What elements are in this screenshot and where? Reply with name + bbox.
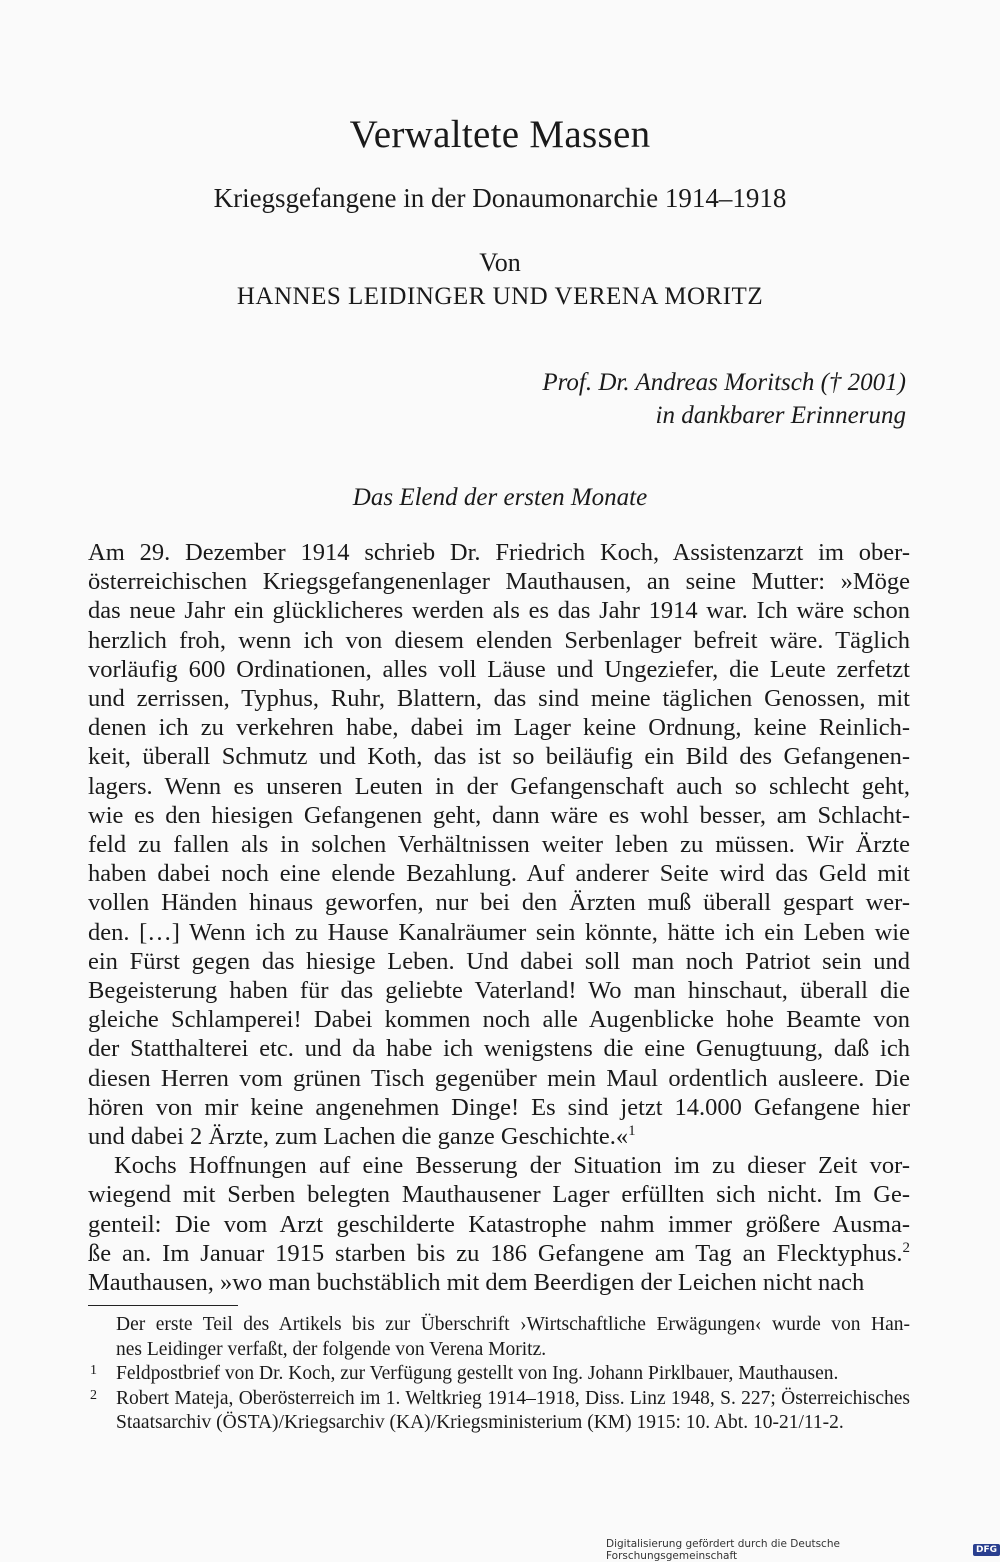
footnote-2 — [88, 1387, 910, 1436]
text-line-content: lagers. Wenn es unseren Leuten in der Gefangenschaft auch so schlecht geht, — [88, 772, 910, 800]
text-line-content: vorläufig 600 Ordinationen, alles voll Läuse und Ungeziefer, die Leute zerfetzt — [88, 655, 910, 683]
dedication-line: Prof. Dr. Andreas Moritsch († 2001) — [542, 369, 906, 396]
paragraph — [88, 1151, 910, 1297]
text-line — [88, 830, 910, 859]
text-line-content: Mauthausen, »wo man buchstäblich mit dem Beerdigen der Leichen nicht nach — [88, 1269, 865, 1297]
dedication-line: in dankbarer Erinnerung — [655, 402, 906, 429]
text-line — [88, 1064, 910, 1093]
text-line-content: diesen Herren vom grünen Tisch gegenüber mein Maul ordentlich ausleere. Die — [88, 1064, 910, 1092]
text-line-content: denen ich zu verkehren habe, dabei im Lager keine Ordnung, keine Reinlich- — [88, 714, 910, 742]
text-line-content: herzlich froh, wenn ich von diesem elenden Serbenlager befreit wäre. Täglich — [88, 626, 910, 654]
dfg-logo: DFG — [973, 1544, 1000, 1556]
text-line-content: wie es den hiesigen Gefangenen geht, dann wäre es wohl besser, am Schlacht- — [88, 801, 910, 829]
section-heading: Das Elend der ersten Monate — [352, 484, 648, 511]
text-line — [88, 684, 910, 713]
text-line — [88, 976, 910, 1005]
footnote-number: 1 — [90, 1363, 97, 1378]
text-line — [88, 626, 910, 655]
text-line-content: haben dabei noch eine elende Bezahlung. Auf anderer Seite wird das Geld mit — [88, 860, 910, 888]
text-line-content: und dabei 2 Ärzte, zum Lachen die ganze Geschichte.« — [88, 1123, 629, 1151]
text-line — [88, 1180, 910, 1209]
footnote-line: Feldpostbrief von Dr. Koch, zur Verfügung gestellt von Ing. Johann Pirklbauer, Mauthausen. — [116, 1363, 839, 1384]
text-line — [88, 742, 910, 771]
text-line — [88, 888, 910, 917]
byline: Von — [479, 248, 521, 277]
text-line — [88, 1093, 910, 1122]
footnote-line: Staatsarchiv (ÖSTA)/Kriegsarchiv (KA)/Kriegsministerium (KM) 1915: 10. Abt. 10-21/11-2. — [116, 1412, 844, 1433]
text-line — [88, 1210, 910, 1239]
text-line — [88, 567, 910, 596]
footnotes — [88, 1313, 910, 1436]
footnote-line: Der erste Teil des Artikels bis zur Überschrift ›Wirtschaftliche Erwägungen‹ wurde von Han- — [116, 1314, 910, 1335]
text-line-content: ße an. Im Januar 1915 starben bis zu 186 Gefangene am Tag an Flecktyphus. — [88, 1239, 903, 1267]
text-line-content: vollen Händen hinaus geworfen, nur bei den Ärzten muß überall gespart wer- — [88, 889, 910, 917]
text-line-content: das neue Jahr ein glücklicheres werden als es das Jahr 1914 war. Ich wäre schon — [88, 597, 910, 625]
paragraph — [88, 538, 910, 1151]
footnote-number: 2 — [90, 1387, 97, 1403]
text-line — [88, 1239, 910, 1268]
body-text — [88, 538, 910, 1297]
footnote-reference[interactable]: 2 — [902, 1239, 910, 1256]
text-line — [88, 1034, 910, 1063]
text-line-content: und zerrissen, Typhus, Ruhr, Blattern, das sind meine täglichen Genossen, mit — [88, 685, 910, 713]
footnote-line: Robert Mateja, Oberösterreich im 1. Weltkrieg 1914–1918, Diss. Linz 1948, S. 227; Österreichisches — [116, 1387, 910, 1409]
text-line — [88, 918, 910, 947]
footer-text: Digitalisierung gefördert durch die Deutsche Forschungsgemeinschaft — [606, 1537, 840, 1562]
digitization-footer — [606, 1537, 1000, 1562]
text-line — [88, 772, 910, 801]
text-line-content: feld zu fallen als in solchen Verhältnissen weiter leben zu müssen. Wir Ärzte — [88, 831, 910, 859]
text-line — [88, 596, 910, 625]
footnote-rule — [88, 1305, 238, 1306]
text-line-content: hören von mir keine angenehmen Dinge! Es sind jetzt 14.000 Gefangene hier — [88, 1093, 910, 1121]
text-line — [88, 859, 910, 888]
article-subtitle: Kriegsgefangene in der Donaumonarchie 1914–1918 — [213, 183, 787, 213]
text-line-content: Begeisterung haben für das geliebte Vaterland! Wo man hinschaut, überall die — [88, 977, 910, 1005]
text-line-content: wiegend mit Serben belegten Mauthausener Lager erfüllten sich nicht. Im Ge- — [88, 1181, 910, 1209]
text-line-content: genteil: Die vom Arzt geschilderte Katastrophe nahm immer größere Ausma- — [88, 1210, 910, 1238]
text-line — [88, 801, 910, 830]
text-line-content: keit, überall Schmutz und Koth, das ist so beiläufig ein Bild des Gefangenen- — [88, 743, 910, 771]
footnote-reference[interactable]: 1 — [628, 1123, 636, 1140]
text-line — [88, 713, 910, 742]
footnote-line: nes Leidinger verfaßt, der folgende von Verena Moritz. — [116, 1338, 547, 1360]
text-line — [88, 1005, 910, 1034]
article-title: Verwaltete Massen — [349, 113, 651, 156]
footnote-intro — [88, 1313, 910, 1362]
footnote-1 — [88, 1362, 910, 1387]
text-line — [88, 538, 910, 567]
text-line-content: gleiche Schlamperei! Dabei kommen noch alle Augenblicke hohe Beamte von — [88, 1006, 910, 1034]
authors: HANNES LEIDINGER UND VERENA MORITZ — [236, 283, 764, 310]
text-line-content: Kochs Hoffnungen auf eine Besserung der Situation im zu dieser Zeit vor- — [114, 1152, 910, 1180]
text-line-content: ein Fürst gegen das hiesige Leben. Und dabei soll man noch Patriot sein und — [88, 947, 910, 975]
text-line — [88, 1268, 910, 1297]
text-line — [88, 1151, 910, 1180]
text-line — [88, 655, 910, 684]
text-line-content: Am 29. Dezember 1914 schrieb Dr. Friedrich Koch, Assistenzarzt im ober- — [88, 539, 910, 566]
text-line-content: österreichischen Kriegsgefangenenlager Mauthausen, an seine Mutter: »Möge — [88, 568, 910, 596]
dedication — [542, 366, 906, 432]
text-line — [88, 947, 910, 976]
text-line-content: der Statthalterei etc. und da habe ich wenigstens die eine Genugtuung, daß ich — [88, 1035, 910, 1063]
text-line — [88, 1122, 910, 1151]
text-line-content: den. […] Wenn ich zu Hause Kanalräumer sein könnte, hätte ich ein Leben wie — [88, 918, 910, 946]
